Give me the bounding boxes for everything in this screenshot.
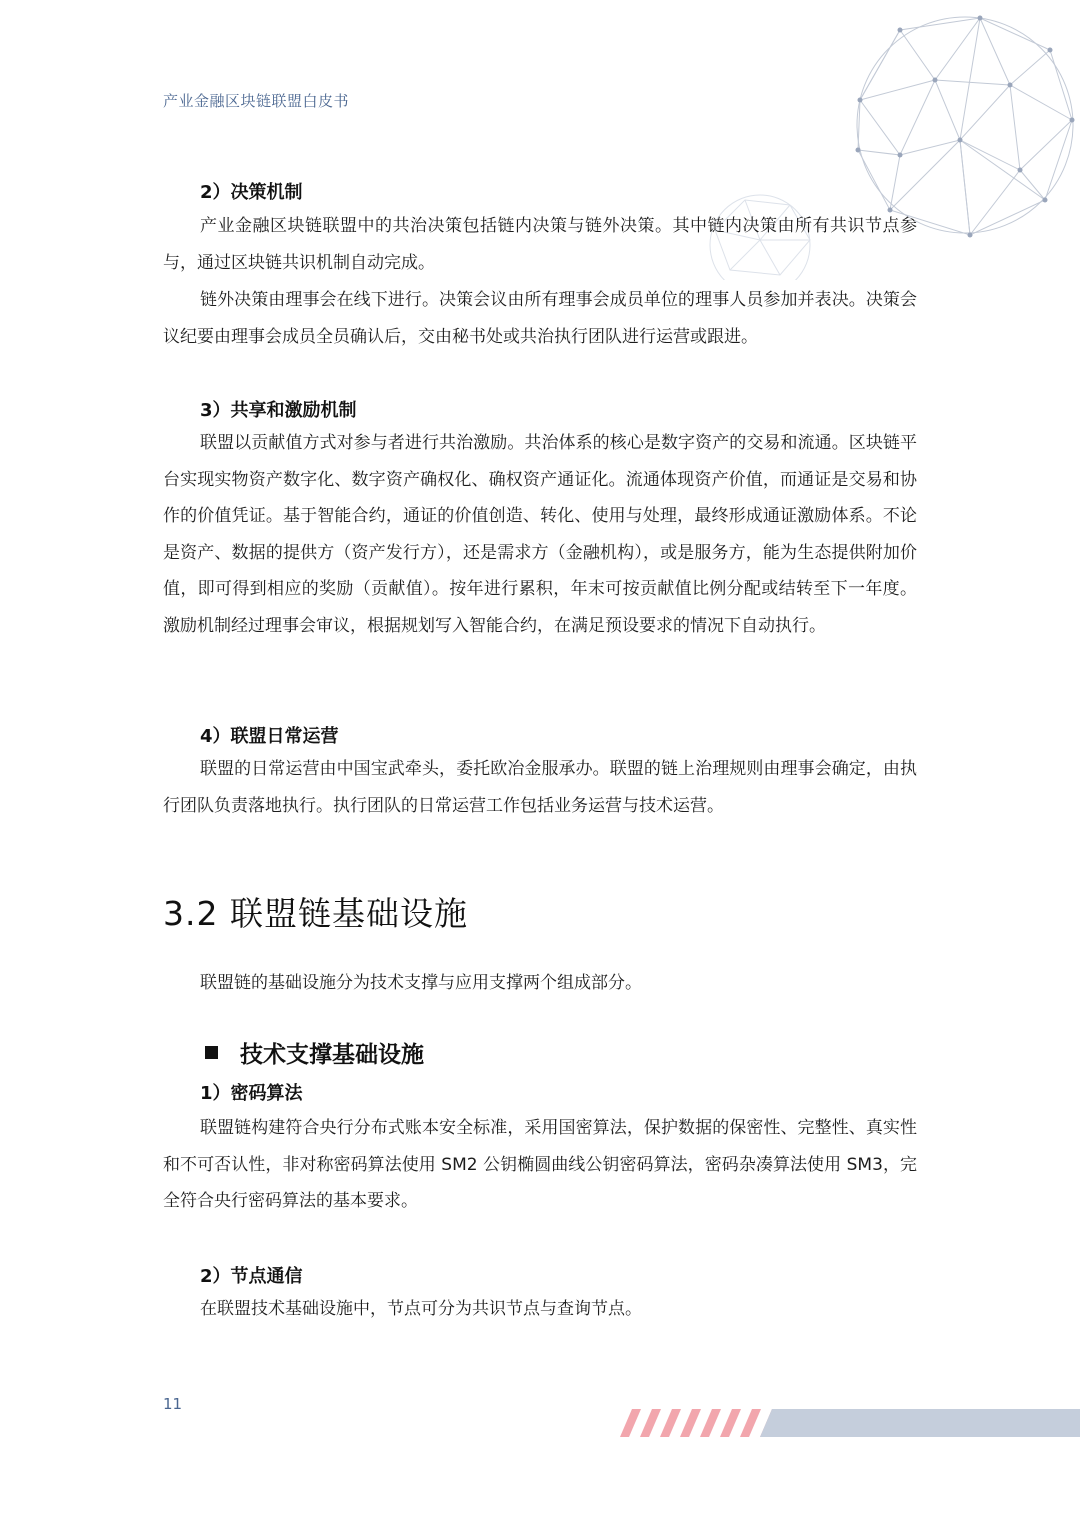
paragraph-operation: 联盟的日常运营由中国宝武牵头，委托欧冶金服承办。联盟的链上治理规则由理事会确定，由执行团队负责落地执行。执行团队的日常运营工作包括业务运营与技术运营。: [163, 759, 917, 816]
section-heading-crypto: 1）密码算法: [200, 1083, 303, 1104]
document-title: 产业金融区块链联盟白皮书: [163, 92, 350, 110]
paragraph-infra-intro: 联盟链的基础设施分为技术支撑与应用支撑两个组成部分。: [200, 973, 642, 993]
square-bullet-icon: [205, 1046, 218, 1059]
geodesic-sphere-decoration: [840, 10, 1075, 240]
paragraph-node: 在联盟技术基础设施中，节点可分为共识节点与查询节点。: [200, 1299, 642, 1319]
paragraph-decision-1: 产业金融区块链联盟中的共治决策包括链内决策与链外决策。其中链内决策由所有共识节点参与，通过区块链共识机制自动完成。: [163, 216, 917, 273]
paragraph-decision-2: 链外决策由理事会在线下进行。决策会议由所有理事会成员单位的理事人员参加并表决。决策会议纪要由理事会成员全员确认后，交由秘书处或共治执行团队进行运营或跟进。: [163, 290, 917, 347]
footer-stripe-decoration: [615, 1409, 1080, 1437]
paragraph-incentive: 联盟以贡献值方式对参与者进行共治激励。共治体系的核心是数字资产的交易和流通。区块链平台实现实物资产数字化、数字资产确权化、确权资产通证化。流通体现资产价值，而通证是交易和协作的价值凭证。基于智能合约，通证的价值创造、转化、使用与处理，最终形成通证激励体系。不论是资产、数据的提供方（资产发行方），还是需求方（金融机构），或是服务方，能为生态提供附加价值，即可得到相应的奖励（贡献值）。按年进行累积，年末可按贡献值比例分配或结转至下一年度。激励机制经过理事会审议，根据规划写入智能合约，在满足预设要求的情况下自动执行。: [163, 433, 917, 636]
section-heading-decision: 2）决策机制: [200, 182, 303, 203]
section-heading-incentive: 3）共享和激励机制: [200, 400, 357, 421]
bullet-heading-text: 技术支撑基础设施: [240, 1042, 424, 1068]
bullet-heading-tech-support: [205, 1036, 424, 1069]
section-title-infrastructure: 3.2 联盟链基础设施: [163, 894, 468, 933]
paragraph-crypto: 联盟链构建符合央行分布式账本安全标准，采用国密算法，保护数据的保密性、完整性、真实性和不可否认性，非对称密码算法使用 SM2 公钥椭圆曲线公钥密码算法，密码杂凑算法使用 SM3，完全符合央行密码算法的基本要求。: [163, 1118, 917, 1211]
page-number: 11: [163, 1395, 183, 1413]
section-heading-node: 2）节点通信: [200, 1266, 303, 1287]
section-heading-operation: 4）联盟日常运营: [200, 726, 339, 747]
